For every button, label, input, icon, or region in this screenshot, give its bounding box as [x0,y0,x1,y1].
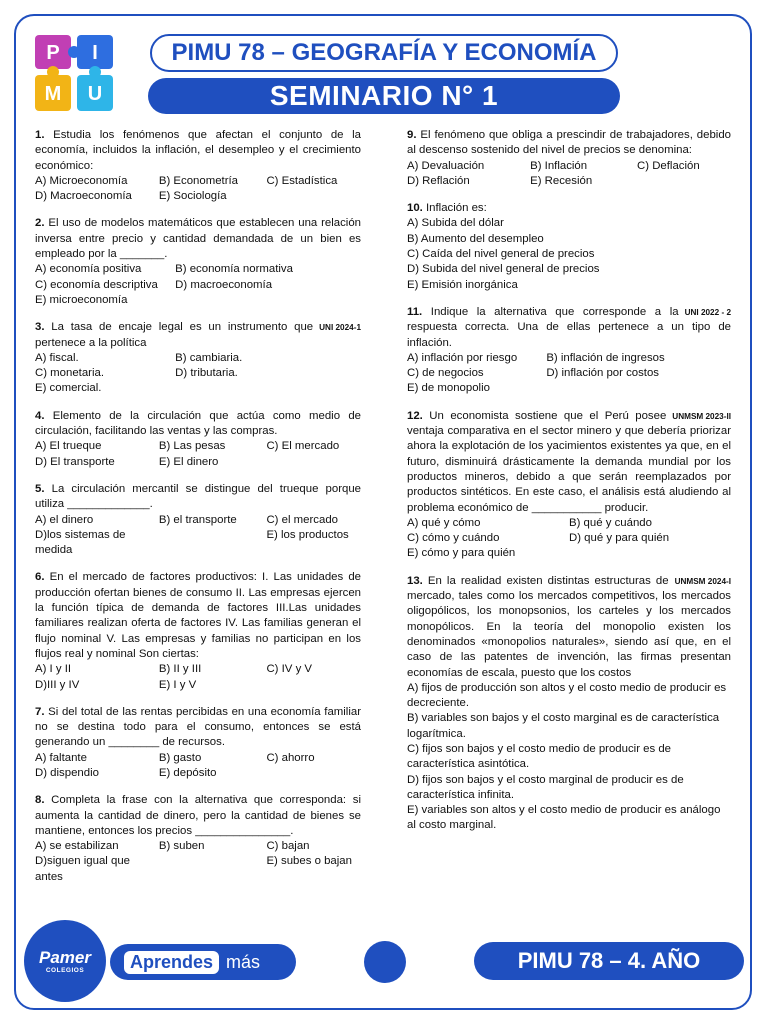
answer-option: B) gasto [158,751,202,764]
question-text: El fenómeno que obliga a prescindir de trabajadores, debido al descenso sostenido del nivel de precios se denomina: [407,129,731,157]
logo-knob [89,66,101,78]
options [407,159,731,190]
question-text: Completa la frase con la alternativa que corresponda: si aumenta la cantidad de dinero, pero la cantidad de bienes se mantiene, entonces los precios _______________. [35,794,361,837]
brand-sub: COLEGIOS [45,966,85,974]
answer-option: E) variables son altos y el costo medio de producir es análogo al costo marginal. [407,804,721,832]
answer-option: A) se estabilizan [35,840,119,853]
answer-option: D) macroeconomía [175,278,273,291]
answer-option: B) economía normativa [175,263,293,276]
question-number: 3. [35,321,45,334]
question-text: En la realidad existen distintas estructuras de mercado, tales como los mercados competitivos, los mercados oligopólicos, los monopsonios, los carteles y los mercados monopólicos. En la teoría del monopolio existen los denominados «monopolios naturales», siendo así que, en el caso de las patentes de invención, las firmas presentan economías de escala, puesto que los costos [407,574,731,679]
logo-knob [47,66,59,78]
answer-option: A) el dinero [35,513,94,526]
answer-option: C) monetaria. [35,367,105,380]
logo-letter: P [46,42,60,64]
question-stem [407,128,731,159]
options [35,439,361,470]
answer-option: E) I y V [158,678,197,691]
answer-option: E) Sociología [158,190,227,203]
aprendes-mas-banner [110,944,296,980]
answer-option: A) Subida del dólar [407,217,504,230]
answer-option: E) comercial. [35,382,102,395]
question-5 [35,482,361,558]
answer-option: C) IV y V [266,663,313,676]
answer-option: D) fijos son bajos y el costo marginal de producir es de característica infinita. [407,773,684,801]
answer-option: D) inflación por costos [546,367,660,380]
question-3 [35,320,361,396]
answer-option: E) Recesión [530,174,593,187]
answer-option: A) I y II [35,663,72,676]
question-number: 4. [35,409,45,422]
answer-option: B) inflación de ingresos [546,351,665,364]
answer-option: C) El mercado [266,440,340,453]
brand-name: Pamer [39,947,91,967]
question-6 [35,570,361,692]
question-text: La tasa de encaje legal es un instrumento que pertenece a la política [35,321,314,349]
answer-option: D) El transporte [35,455,115,468]
question-4 [35,409,361,470]
question-stem [35,320,361,351]
answer-option: C) economía descriptiva [35,278,158,291]
answer-option: C) fijos son bajos y el costo medio de producir es de característica asintótica. [407,742,672,771]
question-stem [35,128,361,174]
question-stem [35,216,361,262]
pimu-logo [33,33,115,113]
exam-tag: UNI 2022 - 2 [684,307,731,317]
question-number: 13. [407,574,423,587]
answer-option: B) variables son bajos y el costo marginal es de característica logarítmica. [407,712,720,740]
answer-option: A) fijos de producción son altos y el costo medio de producir es decreciente. [407,681,727,710]
answer-option: C) de negocios [407,367,484,380]
answer-option: D)III y IV [35,678,80,691]
exam-tag: UNI 2024-1 [319,323,361,333]
question-number: 11. [407,305,423,318]
answer-option: A) El trueque [35,440,102,453]
answer-option: E) cómo y para quién [407,547,516,560]
answer-option: A) Devaluación [407,159,485,172]
options [35,174,361,205]
question-stem [35,570,361,662]
question-number: 2. [35,217,45,230]
question-text: Si del total de las rentas percibidas en una economía familiar no se destina todo para el consumo, entonces se está generando un ________ de recursos. [35,705,361,749]
answer-option: E) microeconomía [35,293,128,306]
answer-option: B) Las pesas [158,440,226,453]
options [407,681,731,834]
answer-option: E) subes o bajan [266,855,352,868]
options [35,262,361,308]
options [35,839,361,885]
answer-option: B) el transporte [158,513,237,526]
question-stem [407,201,731,216]
answer-option: E) El dinero [158,455,219,468]
answer-option: E) de monopolio [407,382,490,395]
answer-option: B) qué y cuándo [569,516,652,529]
question-number: 12. [407,409,423,422]
course-title: PIMU 78 – GEOGRAFÍA Y ECONOMÍA [150,34,618,72]
question-11 [407,305,731,397]
question-number: 7. [35,705,45,718]
answer-option: D) Macroeconomía [35,190,132,203]
question-text: La circulación mercantil se distingue del trueque porque utiliza _____________. [35,482,361,511]
answer-option: A) qué y cómo [407,516,481,529]
answer-option: D) tributaria. [175,367,238,380]
mas-label: más [226,951,261,972]
question-stem [407,305,731,351]
answer-option: C) Deflación [637,159,700,172]
question-number: 10. [407,202,423,215]
answer-option: B) Aumento del desempleo [407,232,544,245]
logo-knob [68,46,80,58]
option-spacer [159,854,267,885]
answer-option: A) fiscal. [35,351,79,364]
question-8 [35,793,361,885]
answer-option: E) depósito [158,766,217,779]
answer-option: A) Microeconomía [35,174,128,187]
question-13 [407,574,731,834]
question-text: En el mercado de factores productivos: I. Las unidades de producción ofertan bienes de consumo II. Las empresas ejercen la función típica de demanda de factores III.Las unidades familiares realizan oferta de factores IV. Las familias generan el flujo nominal V. Las empresas y familias no participan en los flujos real y nominal Son ciertas: [35,571,361,660]
question-number: 8. [35,794,45,807]
question-number: 6. [35,571,45,584]
options [35,751,361,782]
answer-option: C) cómo y cuándo [407,532,500,545]
exam-tag: UNMSM 2023-II [672,411,731,421]
question-stem [35,793,361,839]
question-2 [35,216,361,308]
answer-option: D) dispendio [35,766,99,779]
seminar-title: SEMINARIO N° 1 [148,78,620,114]
exam-tag: UNMSM 2024-I [674,576,731,586]
question-number: 9. [407,129,417,141]
question-number: 5. [35,482,45,495]
question-text: Un economista sostiene que el Perú posee ventaja comparativa en el sector minero y que debería priorizar ahora la explotación de los yacimientos existentes ya que, en el futuro, disminuirá drásticamente la demanda mundial por los productos mineros, debido a que serán reemplazados por productos sintéticos. En este caso, el análisis está aludiendo al problema económico de ___________ producir. [407,409,731,514]
answer-option: A) economía positiva [35,263,142,276]
answer-option: D)los sistemas de medida [35,528,126,557]
pamer-logo [24,920,106,1002]
options [407,216,731,292]
question-12 [407,409,731,562]
question-9 [407,128,731,189]
question-stem [35,409,361,440]
answer-option: D) Subida del nivel general de precios [407,263,600,276]
answer-option: A) faltante [35,751,87,764]
options [407,516,731,562]
question-stem [407,574,731,681]
answer-option: B) Inflación [530,159,588,172]
question-stem [35,482,361,513]
logo-letter: U [87,83,103,105]
aprendes-label: Aprendes [124,951,219,974]
question-text: Elemento de la circulación que actúa como medio de circulación, facilitando las ventas y las compras. [35,409,361,438]
answer-option: D) qué y para quién [569,532,670,545]
option-spacer [159,528,267,559]
answer-option: E) Emisión inorgánica [407,278,518,291]
question-1 [35,128,361,204]
question-text: Indique la alternativa que corresponde a la respuesta correcta. Una de ellas pertenece a un tipo de inflación. [407,305,731,349]
answer-option: C) Estadística [266,174,338,187]
question-stem [35,705,361,751]
answer-option: E) los productos [266,528,349,541]
answer-option: A) inflación por riesgo [407,351,518,364]
answer-option: C) bajan [266,840,310,853]
question-text: Inflación es: [422,202,487,215]
question-number: 1. [35,129,45,141]
answer-option: B) suben [158,840,205,853]
page-dot [364,941,406,983]
logo-letter: M [44,83,62,105]
answer-option: B) II y III [158,663,202,676]
answer-option: B) cambiaria. [175,351,243,364]
options [407,351,731,397]
logo-letter: I [92,42,98,64]
grade-label: PIMU 78 – 4. AÑO [474,942,744,980]
answer-option: C) Caída del nivel general de precios [407,248,595,261]
options [35,662,361,693]
answer-option: D)siguen igual que antes [35,855,130,883]
question-7 [35,705,361,781]
question-text: El uso de modelos matemáticos que establecen una relación inversa entre precio y cantidad demandada de un bien es empleado por la _______. [35,217,361,261]
right-column [407,128,731,846]
question-10 [407,201,731,293]
question-text: Estudia los fenómenos que afectan el conjunto de la economía, incluidos la inflación, el desempleo y el crecimiento económico: [35,129,361,172]
question-stem [407,409,731,516]
options [35,513,361,559]
answer-option: B) Econometría [158,174,239,187]
answer-option: D) Reflación [407,174,470,187]
left-column [35,128,361,897]
answer-option: C) ahorro [266,751,315,764]
options [35,351,361,397]
answer-option: C) el mercado [266,513,338,526]
